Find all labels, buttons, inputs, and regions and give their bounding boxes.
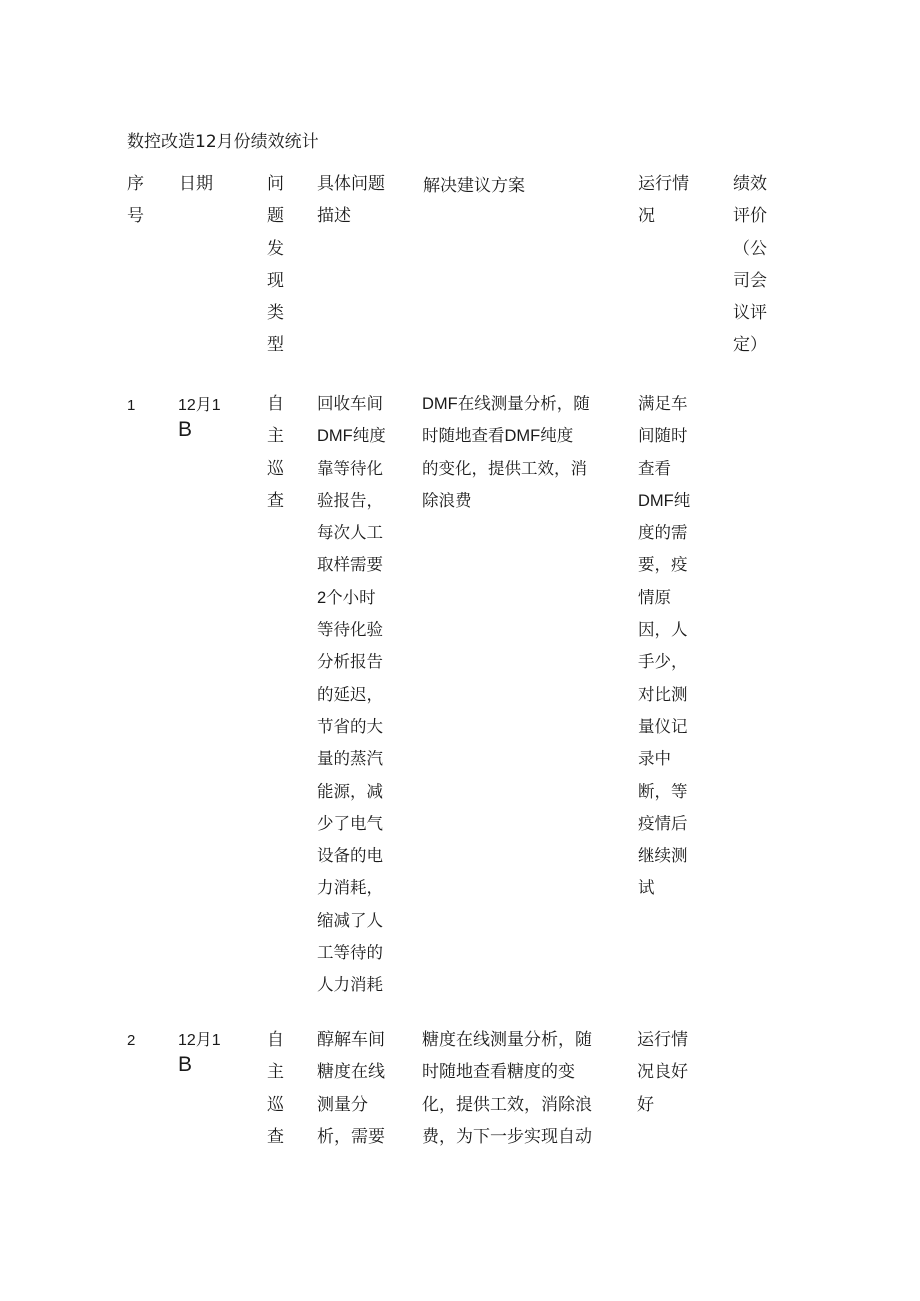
document-title: 数控改造12月份绩效统计 — [127, 132, 319, 152]
header-type: 问 题 发 现 类 型 — [267, 174, 284, 356]
row1-seq: 1 — [127, 397, 136, 414]
row2-solution-b: 化，提供工效，消除浪 费，为下一步实现自动 — [422, 1095, 592, 1148]
row2-date — [178, 1029, 221, 1077]
header-status: 运行情 况 — [638, 174, 689, 227]
row1-type: 自 主 巡 查 — [267, 394, 284, 511]
row1-solution: DMF在线测量分析，随 时随地查看DMF纯度 的变化，提供工效，消 除浪费 — [422, 395, 590, 510]
row1-date-line2: B — [178, 418, 193, 441]
row2-seq: 2 — [127, 1032, 136, 1049]
row2-date-line1: 12月1 — [178, 1032, 221, 1049]
row2-solution-a: 糖度在线测量分析，随 时随地查看糖度的变 — [422, 1030, 592, 1083]
row2-desc-a: 醇解车间 糖度在线 — [317, 1030, 385, 1083]
row1-desc: 回收车间 DMF纯度 靠等待化 验报告， 每次人工 取样需要 2个小时 等待化验 分析报告 的延迟， 节省的大 量的蒸汽 能源，减 少了电气 设备的电 力消耗， 缩减了人 工等待的 人力消耗 — [317, 395, 386, 995]
header-eval: 绩效 评价 （公 司会 议评 定） — [733, 174, 767, 356]
header-seq: 序 号 — [127, 174, 144, 227]
header-solution: 解决建议方案 — [423, 176, 525, 196]
header-desc: 具体问题 描述 — [317, 174, 385, 227]
row2-date-line2: B — [178, 1053, 193, 1076]
row2-type-b: 巡 查 — [267, 1095, 284, 1148]
row2-status-b: 好 — [637, 1095, 654, 1115]
header-date: 日期 — [179, 174, 213, 194]
row1-date — [178, 394, 221, 442]
row2-desc-b: 测量分 析，需要 — [317, 1095, 385, 1148]
row2-type-a: 自 主 — [267, 1030, 284, 1083]
row1-date-line1: 12月1 — [178, 397, 221, 414]
row2-status-a: 运行情 况良好 — [637, 1030, 688, 1083]
row1-status: 满足车 间随时 查看 DMF纯 度的需 要，疫 情原 因，人 手少， 对比测 量仪记 录中 断，等 疫情后 继续测 试 — [638, 395, 691, 898]
